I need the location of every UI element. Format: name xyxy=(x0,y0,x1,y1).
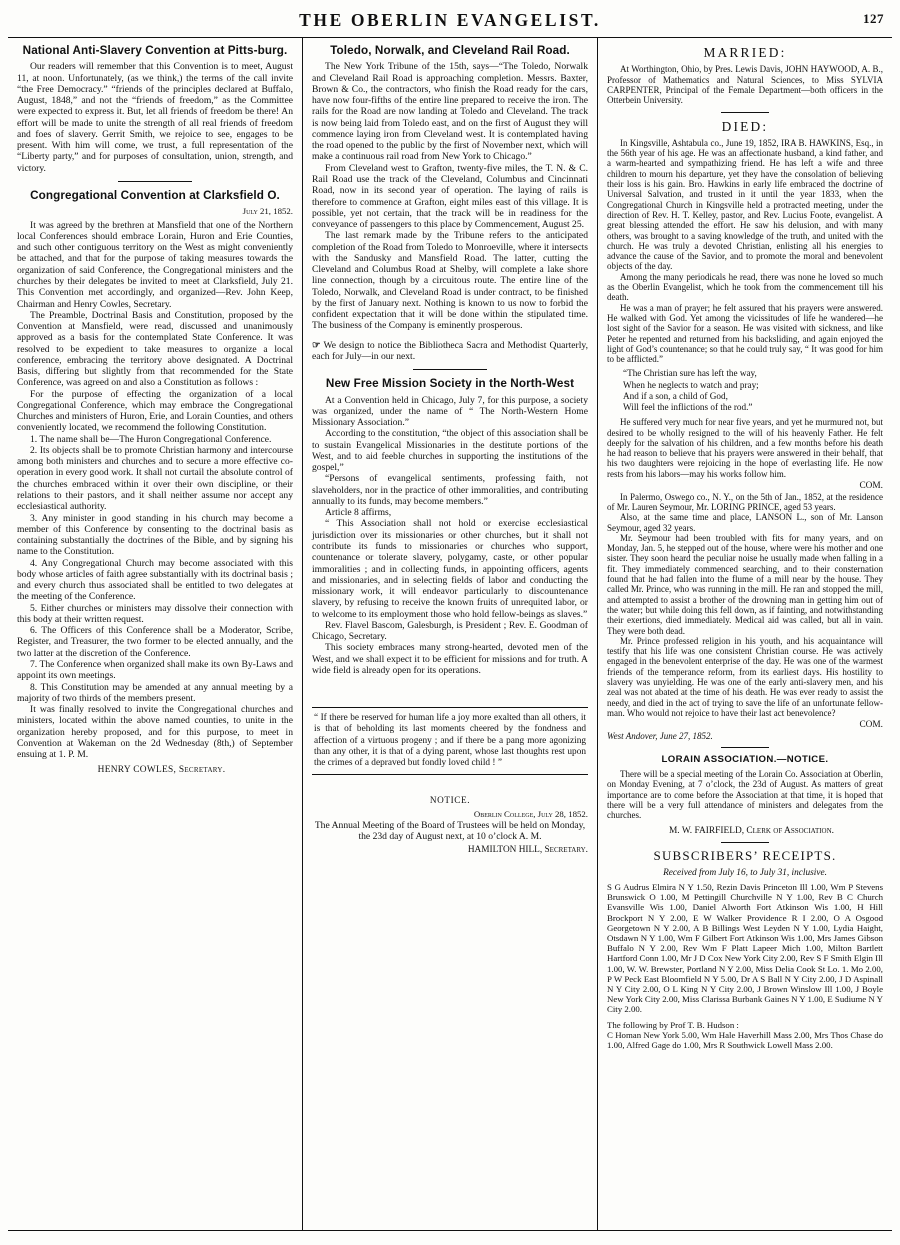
obituary-paragraph: Among the many periodicals he read, there was none he loved so much as the Oberlin Evangelist, which he took from the commencement till his death. xyxy=(607,271,883,303)
obituary-paragraph: In Kingsville, Ashtabula co., June 19, 1852, IRA B. HAWKINS, Esq., in the 56th year of his age. He was an affectionate husband, a kind father, and a warm-hearted and sympathizing friend. He has left a wife and three children to mourn his departure, yet they have the consolation of believing their loss is his gain. Bro. Hawkins in early life embraced the doctrine of Universal Salvation, and trusted in it until the year 1833, when the Congregational Church in Kingsville held a protracted meeting, under the direction of Rev. H. T. Kelley, pastor, and Rev. Lucius Foote, evangelist. A great blessing attended the effort. He saw his delusion, and with many others, was brought to a saving knowledge of the truth, and united with the church. He was truly a devoted Christian, enlisting all his energies to advance the cause of the Savior, and to promote the moral and benevolent objects of the day. xyxy=(607,137,883,272)
constitution-item-1: 1. The name shall be—The Huron Congregational Conference. xyxy=(30,433,272,445)
association-notice-body: There will be a special meeting of the Lorain Co. Association at Oberlin, on Monday Evening, at 7 o’clock, the 23d of August. As matters of great importance are to come before the Association at that time, it is hoped that there will be a very full attendance of ministers and delegates from the churches. xyxy=(607,769,883,821)
article-paragraph: “Persons of evangelical sentiments, professing faith, not slaveholders, nor in the practice of other immoralities, and contributing annually to its funds, may become members.” xyxy=(312,473,588,507)
receipts-followup-list: C Homan New York 5.00, Wm Hale Haverhill Mass 2.00, Mrs Thos Chase do 1.00, Alfred Gage do 1.00, Mrs R Southwick Lowell Mass 2.00. xyxy=(607,1029,883,1050)
constitution-item-8: 8. This Constitution may be amended at any annual meeting by a majority of two thirds of the members present. xyxy=(17,681,293,704)
constitution-item-2: 2. Its objects shall be to promote Christian harmony and intercourse among both ministers and churches and to secure a more effective co-operation in every good work. It shall not curtail the absolute control of the churches embraced within it over their own discipline, or their relations to their pastors, and it shall neither assume nor accept any ecclesiastical authority. xyxy=(17,444,293,513)
article-paragraph: For the purpose of effecting the organization of a local Congregational Conference, which may embrace the Congregational Churches and ministers of Huron, Erie, and Lorain Counties, and others conveniently located, we recommend the following Constitution. xyxy=(17,388,293,434)
obituary-paragraph: Mr. Prince professed religion in his youth, and his acquaintance will testify that his life was one consistent Christian course. He was actively engaged in the benevolent enterprise of the day. He was one of the warmest friends of the temperance reform, from its earliest days. His hostility to slavery was unyielding. He was one of the early anti-slavery men, and his zeal was not abated at the time of his death. He was ever ready to assist the needy, and died in the act of trying to save the life of an unfortunate fellow-man. Who would not rejoice to have their last act benevolence? xyxy=(607,635,883,718)
pointing-hand-icon: ☞ xyxy=(312,339,321,351)
section-divider xyxy=(721,747,769,748)
article-paragraph: This society embraces many strong-hearted, devoted men of the West, and we shall expect it to be efficient for missions and for truth. A wide field is already open for its operations. xyxy=(312,642,588,676)
obituary-paragraph: He suffered very much for near five years, and yet he murmured not, but desired to be wholly resigned to the will of his heavenly Father. He felt deeply for the salvation of his children, and a few months before his death he had reason to believe that his prayers were answered in their behalf, that his two daughters were rejoicing in the hope of everlasting life. He now rests from his labors—may his works follow him. xyxy=(607,417,883,479)
article-signature: HENRY COWLES, Secretary. xyxy=(97,765,226,776)
article-paragraph: The last remark made by the Tribune refers to the anticipated completion of the Road from Toledo to Monroeville, where it intersects with the Sandusky and Mansfield Road. The latter, cutting the Cleveland and Columbus Road at Shelby, will complete a lake shore line connection, though by a circuitous route. The entire line of the Toledo, Norwalk, and Cleveland Road is under contract, to be finished by the first of January next. Nothing is known to us now to forbid the confident expectation that it will be done within the stipulated time. The business of the Company is eminently prosperous. xyxy=(312,230,588,332)
obituary-paragraph: He was a man of prayer; he felt assured that his prayers were answered. He walked with God. Yet among the vicissitudes of life he wandered—he lost sight of the Savior for a season. He was visited with sickness, and like Peter he repented and returned from his backsliding, and again enjoyed the light of God’s countenance; so that he could truly say, “ It was good for him to be afflicted.” xyxy=(607,302,883,365)
verse-line-1: “The Christian sure has left the way, xyxy=(623,368,757,379)
married-entry: At Worthington, Ohio, by Pres. Lewis Davis, JOHN HAYWOOD, A. B., Professor of Mathematics and Natural Sciences, to Miss SYLVIA CARPENTER, Principal of the Female Department—both officers in the Otterbein University. xyxy=(607,64,883,106)
verse-line-2: When he neglects to watch and pray; xyxy=(623,379,759,390)
column-2 xyxy=(303,38,598,1230)
article-paragraph: The Preamble, Doctrinal Basis and Constitution, proposed by the Convention at Mansfield, were read, discussed and unanimously approved as a basis for the contemplated State Conference. It was resolved to be expedient to take measures to organize a local conference, embracing the territory above designated. A Doctrinal Basis, differing but slightly from that recommended for the State Conference, was agreed on and also a Constitution as follows : xyxy=(17,309,293,389)
receipts-list: S G Audrus Elmira N Y 1.50, Rezin Davis Princeton Ill 1.00, Wm P Stevens Brunswick O 1.00, M Pettingill Churchville N Y 1.00, Rev B C Church Evansville Wis 1.00, Daniel Alworth Fort Atkinson Wis 1.00, H Hill Brockport N Y 2.00, E W Walker Providence R I 2.00, O A Osgood Georgetown N Y 2.00, A B Billings West Leyden N Y 1.00, Lydia Haight, Otsdawn N Y 1.00, Wm F Gilbert Fort Atkinson Wis 1.00, Mrs James Gibson Buffalo N Y 2.00, Rev Wm F Platt Lapeer Mich 1.00, Milton Bartlett Hartford Conn 1.00, Mr J D Cox New York City 2.00, Rev S F Smith Elgin Ill 1.00, W. W. Brewster, Portland N Y 2.00, Miss Delia Cook St Lo. 1. Mo 2.00, P W Peck East Bloomfield N Y 5.00, Dr A S Ball N Y City 2.00, J D Aspinall N Y City 2.00, O L King N Y City 2.00, J Brown Winslow Ill 1.00, J Boyle New York City 2.00, Miss Clarissa Burbank Gaines N Y 1.00, E Sudiume N Y City 2.00. xyxy=(607,881,883,1015)
obituary-verse xyxy=(607,368,883,413)
editorial-note-text: We design to notice the Bibliotheca Sacra and Methodist Quarterly, each for July—in our next. xyxy=(312,339,588,362)
page-title: THE OBERLIN EVANGELIST. xyxy=(299,10,601,30)
section-divider xyxy=(721,112,769,113)
subscribers-receipts-heading: SUBSCRIBERS’ RECEIPTS. xyxy=(653,848,837,864)
constitution-item-7: 7. The Conference when organized shall make its own By-Laws and appoint its own meetings. xyxy=(17,659,293,682)
section-divider xyxy=(721,842,769,843)
page-bottom-rule xyxy=(8,1230,892,1231)
article-heading-free-mission-society: New Free Mission Society in the North-West xyxy=(325,377,575,391)
article-paragraph: “ This Association shall not hold or exercise ecclesiastical jurisdiction over its missionaries or other churches, but it shall not contribute its funds to missionaries or churches who support, countenance or tolerate slavery, polygamy, caste, or other popular immoralities ; and in collecting funds, in appointing officers, agents and missionaries, and in selecting fields of labor and conducting the missionary work, it will endeavor particularly to discountenance slavery, by refusing to receive the known fruits of unrequited labor, or to welcome to its employment those who hold fellow-beings as slaves.” xyxy=(312,518,588,620)
article-heading-antislavery-convention: National Anti-Slavery Convention at Pitts-burg. xyxy=(22,44,288,57)
article-paragraph: At a Convention held in Chicago, July 7, for this purpose, a society was organized, under the name of “ The North-Western Home Missionary Association.” xyxy=(312,394,588,429)
article-paragraph: Article 8 affirms, xyxy=(325,507,392,519)
obituary-paragraph: In Palermo, Oswego co., N. Y., on the 5th of Jan., 1852, at the residence of Mr. Lauren Seymour, Mr. LORING PRINCE, aged 53 years. xyxy=(607,491,883,512)
editorial-note xyxy=(312,340,588,363)
column-1 xyxy=(8,38,303,1230)
died-heading: DIED: xyxy=(721,118,769,134)
constitution-item-6: 6. The Officers of this Conference shall be a Moderator, Scribe, Register, and Treasurer, the two former to be elected annually, and the two latter at the discretion of the Conference. xyxy=(17,625,293,659)
obituary-attribution: COM. xyxy=(859,720,883,731)
obituary-dateline: West Andover, June 27, 1852. xyxy=(607,730,713,741)
obituary-attribution: COM. xyxy=(859,481,883,492)
verse-line-4: Will feel the inflictions of the rod.” xyxy=(623,402,753,413)
verse-line-3: And if a son, a child of God, xyxy=(623,390,728,401)
pull-quote-text: “ If there be reserved for human life a joy more exalted than all others, it is that of beholding its last moments cheered by the fondness and affection of a virtuous progeny ; and if there be a pang more agonizing than any other, it is that of a dying parent, whose last thoughts rest upon the crimes of a depraved but fondly loved child ! ” xyxy=(314,713,586,768)
page-number: 127 xyxy=(863,11,884,26)
section-divider xyxy=(118,181,192,182)
notice-body: The Annual Meeting of the Board of Trustees will be held on Monday, the 23d day of August next, at 10 o’clock A. M. xyxy=(314,820,586,843)
article-paragraph: According to the constitution, “the object of this association shall be to sustain Evangelical Missionaries in the destitute portions of the West, and to aid feeble churches in supporting the institutions of the gospel,” xyxy=(312,428,588,474)
married-heading: MARRIED: xyxy=(703,45,787,60)
article-paragraph: It was agreed by the brethren at Mansfield that one of the Northern local Conferences should embrace Lorain, Huron and Erie Counties, and such other contiguous territory on the West as might conveniently be attached, and that for the purpose of taking measures towards the organization of said Conference, the Congregational ministers and the churches by their delegates be invited to meet at Clarksfield, July 21. This Convention met accordingly, and organized—Rev. John Keep, Chairman and Henry Cowles, Secretary. xyxy=(17,219,293,310)
notice-heading: NOTICE. xyxy=(429,794,471,805)
association-signature: M. W. FAIRFIELD, Clerk of Association. xyxy=(668,825,835,836)
article-paragraph: The New York Tribune of the 15th, says—“The Toledo, Norwalk and Cleveland Rail Road is approaching completion. Messrs. Baxter, Brown & Co., the contractors, who finish the Road ready for the cars, have now four-fifths of the entire line prepared to receive the iron. The rails for the Road are now landing at Toledo and Cleveland. The track is now being laid from Toledo east, and on the first of August they will commence laying iron from Cleveland west. It is contemplated having the road opened to the public by the first of November next, which will make a continuous rail road from New York to Chicago.” xyxy=(312,61,588,163)
receipts-followup-heading: The following by Prof T. B. Hudson : xyxy=(607,1019,739,1030)
column-3 xyxy=(598,38,892,1230)
pull-quote xyxy=(312,707,588,775)
obituary-paragraph: Mr. Seymour had been troubled with fits for many years, and on Monday, Jan. 5, he stepped out of the house, where were his mother and one sister. They soon heard the peculiar noise he usually made when falling in a fit. They immediately commenced searching, and to their consternation found that he had fallen into the flume of a mill near by the house. They called Mr. Prince, who was running in the mill. He ran and stopped the mill, and attempted to assist a brother of the drowning man in getting him out of the water; but while doing this fell down, as if fainting, and notwithstanding their exertions, died immediately. Medical aid was called, but all in vain. They were both dead. xyxy=(607,532,883,636)
notice-dateline: Oberlin College, July 28, 1852. xyxy=(473,808,588,819)
constitution-item-5: 5. Either churches or ministers may dissolve their connection with this body at their written request. xyxy=(17,602,293,625)
lorain-association-heading: LORAIN ASSOCIATION.—NOTICE. xyxy=(661,754,829,766)
article-paragraph: Rev. Flavel Bascom, Galesburgh, is President ; Rev. E. Goodman of Chicago, Secretary. xyxy=(312,619,588,643)
article-dateline: July 21, 1852. xyxy=(242,206,293,217)
notice-signature: HAMILTON HILL, Secretary. xyxy=(467,844,588,855)
column-container xyxy=(0,38,900,1230)
article-heading-congregational-convention: Congregational Convention at Clarksfield O. xyxy=(30,188,280,202)
masthead xyxy=(0,0,900,33)
constitution-item-4: 4. Any Congregational Church may become associated with this body whose articles of faith agree substantially with its doctrinal basis ; and every church thus associated shall be entitled to two delegates at the meeting of the Conference. xyxy=(17,557,293,603)
constitution-item-3: 3. Any minister in good standing in his church may become a member of this Conference by consenting to the doctrinal basis as containing substantially the doctrines of the Bible, and by signing his name to the Constitution. xyxy=(17,512,293,558)
obituary-paragraph: Also, at the same time and place, LANSON L., son of Mr. Lanson Seymour, aged 32 years. xyxy=(607,512,883,533)
article-paragraph: Our readers will remember that this Convention is to meet, August 11, at noon. Unfortunately, (as we think,) the terms of the call invite “the Free Democracy.” “friends of the principles declared at Buffalo, August, 1848,” and not the “friends of freedom,” as the Committee were expected to express it. But, let all friends of freedom be there! An effort will be made to unite the strength of all real friends of freedom and foes of slavery. Gerrit Smith, we rejoice to see, engages to be present. With him will come, we trust, a full representation of the “Liberty party,” and for purposes of consultation, union, strength, and victory. xyxy=(17,61,293,174)
article-paragraph: It was finally resolved to invite the Congregational churches and ministers, located within the above named counties, to unite in the organization hereby proposed, and for this purpose, to meet in Convention at Wakeman on the 2d Wednesday (8th,) of September ensuing at 1. P. M. xyxy=(17,704,293,761)
section-divider xyxy=(413,369,487,370)
receipts-period: Received from July 16, to July 31, inclusive. xyxy=(663,868,827,879)
article-heading-railroad: Toledo, Norwalk, and Cleveland Rail Road. xyxy=(330,44,570,57)
article-paragraph: From Cleveland west to Grafton, twenty-five miles, the T. N. & C. Rail Road use the track of the Cleveland, Columbus and Cincinnati Road, now in its second year of operation. The laying of rails is therefore to commence at Grafton, eight miles east of this village. It is possible, yet not certain, that the track will be in readiness for the conveyance of passengers to this place by Commencement, August 25. xyxy=(312,162,588,231)
